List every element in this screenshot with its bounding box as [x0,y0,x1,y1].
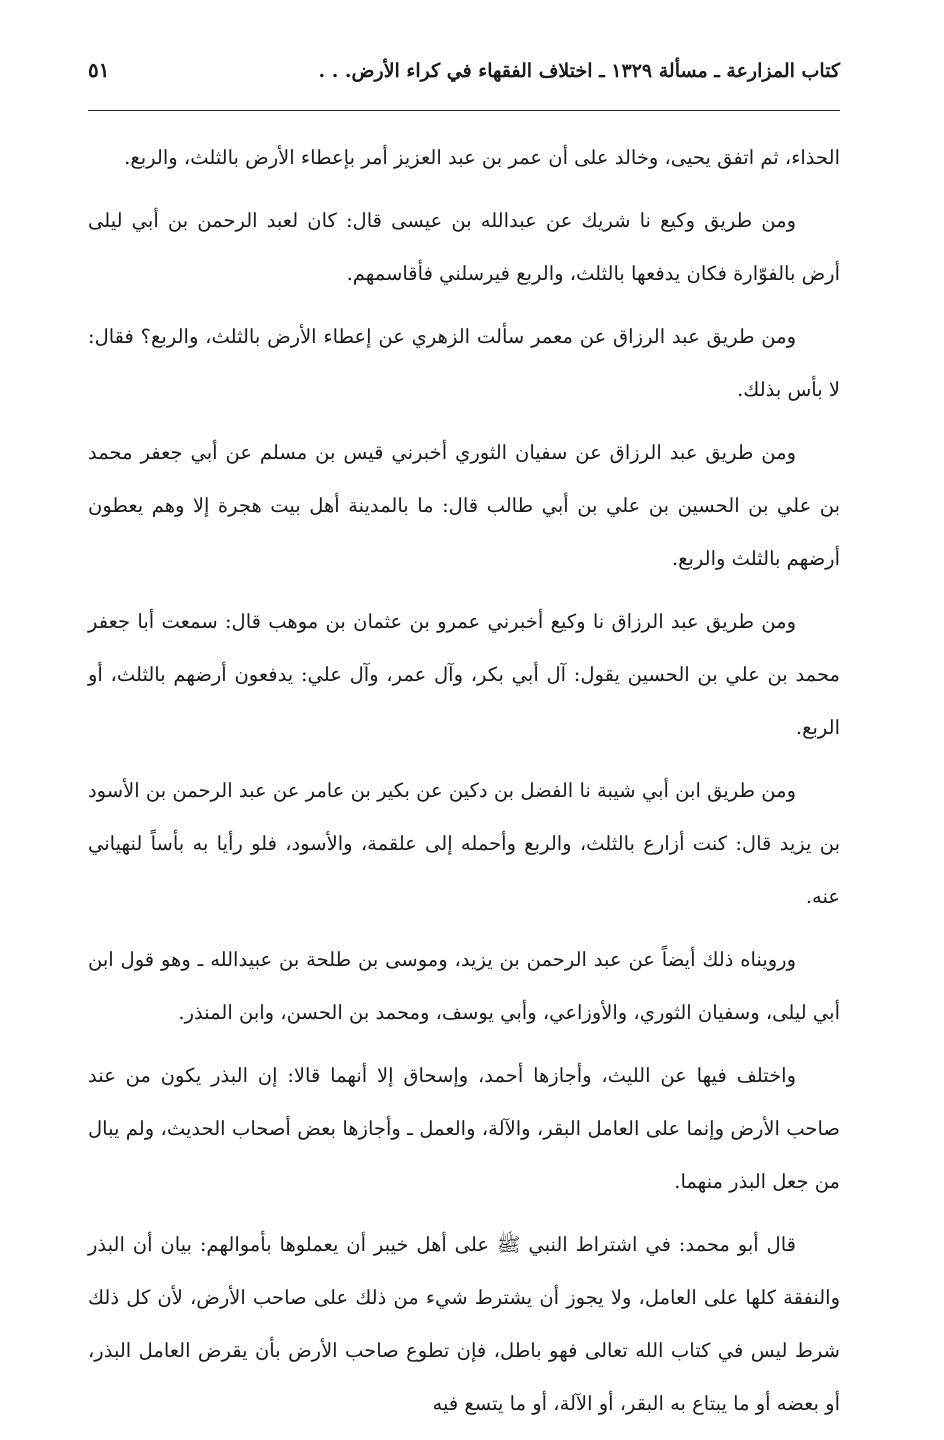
paragraph: واختلف فيها عن الليث، وأجازها أحمد، وإسحاق إلا أنهما قالا: إن البذر يكون من عند صاحب الأرض وإنما على العامل البقر، والآلة، والعمل ـ وأجازها بعض أصحاب الحديث، ولم يبال من جعل البذر منهما. [88,1064,840,1193]
paragraph: ومن طريق عبد الرزاق عن سفيان الثوري أخبرني قيس بن مسلم عن أبي جعفر محمد بن علي بن الحسين بن علي بن أبي طالب قال: ما بالمدينة أهل بيت هجرة إلا وهم يعطون أرضهم بالثلث والربع. [88,441,840,570]
paragraph: ورويناه ذلك أيضاً عن عبد الرحمن بن يزيد، وموسى بن طلحة بن عبيدالله ـ وهو قول ابن أبي ليلى، وسفيان الثوري، والأوزاعي، وأبي يوسف، ومحمد بن الحسن، وابن المنذر. [88,948,840,1024]
paragraph: ومن طريق عبد الرزاق نا وكيع أخبرني عمرو بن عثمان بن موهب قال: سمعت أبا جعفر محمد بن علي بن الحسين يقول: آل أبي بكر، وآل عمر، وآل علي: يدفعون أرضهم بالثلث، أو الربع. [88,610,840,739]
paragraph: ومن طريق ابن أبي شيبة نا الفضل بن دكين عن بكير بن عامر عن عبد الرحمن بن الأسود بن يزيد قال: كنت أزارع بالثلث، والربع وأحمله إلى علقمة، والأسود، فلو رأيا به بأساً لنهياني عنه. [88,779,840,908]
running-header [88,58,840,111]
page-body [88,131,840,1430]
paragraph: الحذاء، ثم اتفق يحيى، وخالد على أن عمر بن عبد العزيز أمر بإعطاء الأرض بالثلث، والربع. [124,146,840,169]
paragraph: ومن طريق وكيع نا شريك عن عبدالله بن عيسى قال: كان لعبد الرحمن بن أبي ليلى أرض بالفوّارة فكان يدفعها بالثلث، والربع فيرسلني فأقاسمهم. [88,209,840,285]
paragraph: قال أبو محمد: في اشتراط النبي ﷺ على أهل خيبر أن يعملوها بأموالهم: بيان أن البذر والنفقة كلها على العامل، ولا يجوز أن يشترط شيء من ذلك على صاحب الأرض، لأن كل ذلك شرط ليس في كتاب الله تعالى فهو باطل، فإن تطوع صاحب الأرض بأن يقرض العامل البذر، أو بعضه أو ما يبتاع به البقر، أو الآلة، أو ما يتسع فيه [88,1233,840,1415]
running-title: كتاب المزارعة ـ مسألة ١٣٢٩ ـ اختلاف الفقهاء في كراء الأرض. . . [318,60,840,82]
page-number: ٥١ [88,58,110,82]
book-page [88,58,840,1440]
paragraph: ومن طريق عبد الرزاق عن معمر سألت الزهري عن إعطاء الأرض بالثلث، والربع؟ فقال: لا بأس بذلك. [88,325,840,401]
